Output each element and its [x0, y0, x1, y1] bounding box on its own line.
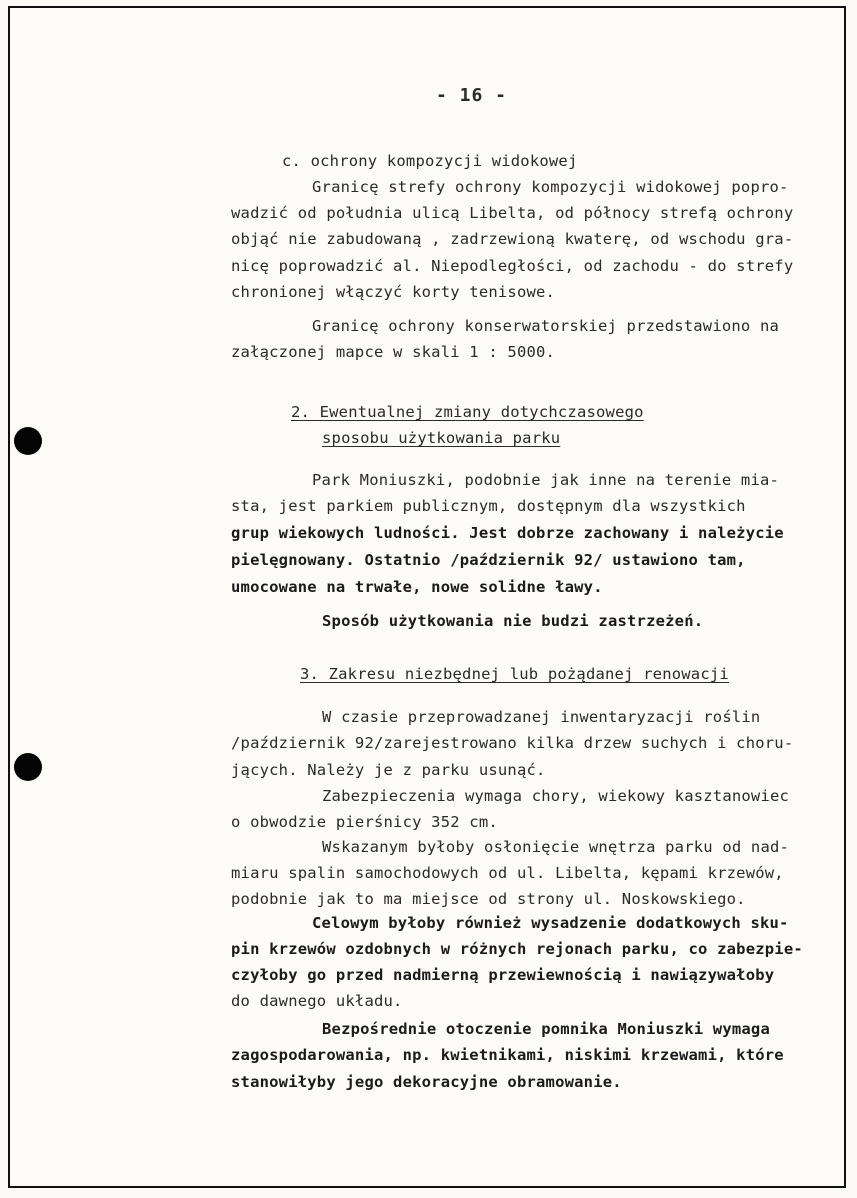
section-3-line: Celowym byłoby również wysadzenie dodatkowych sku- — [312, 914, 789, 932]
section-3-line: stanowiłyby jego dekoracyjne obramowanie. — [231, 1073, 622, 1091]
section-3-line: Bezpośrednie otoczenie pomnika Moniuszki wymaga — [322, 1020, 770, 1038]
section-3-line: W czasie przeprowadzanej inwentaryzacji roślin — [322, 708, 761, 726]
section-2-conclusion: Sposób użytkowania nie budzi zastrzeżeń. — [322, 612, 704, 630]
section-3-line: czyłoby go przed nadmierną przewiewnością i nawiązywałoby — [231, 966, 775, 984]
page-number: - 16 - — [436, 85, 508, 106]
section-2-line: pielęgnowany. Ostatnio /październik 92/ ustawiono tam, — [231, 551, 746, 569]
punch-hole-bottom — [14, 753, 42, 781]
section-2-line: Park Moniuszki, podobnie jak inne na terenie mia- — [312, 471, 780, 489]
map-note-line: Granicę ochrony konserwatorskiej przedstawiono na — [312, 317, 780, 335]
section-c-line: wadzić od południa ulicą Libelta, od północy strefą ochrony — [231, 204, 794, 222]
section-2-line: grup wiekowych ludności. Jest dobrze zachowany i należycie — [231, 524, 784, 542]
section-3-line: jących. Należy je z parku usunąć. — [231, 761, 546, 779]
section-3-line: miaru spalin samochodowych od ul. Libelta, kępami krzewów, — [231, 864, 784, 882]
section-c-line: nicę poprowadzić al. Niepodległości, od zachodu - do strefy — [231, 257, 794, 275]
section-3-line: /październik 92/zarejestrowano kilka drzew suchych i choru- — [231, 734, 794, 752]
section-c-line: objąć nie zabudowaną , zadrzewioną kwaterę, od wschodu gra- — [231, 230, 794, 248]
map-note-line: załączonej mapce w skali 1 : 5000. — [231, 343, 556, 361]
section-3-line: Wskazanym byłoby osłonięcie wnętrza parku od nad- — [322, 838, 790, 856]
section-3-line: zagospodarowania, np. kwietnikami, niskimi krzewami, które — [231, 1046, 784, 1064]
section-3-line: podobnie jak to ma miejsce od strony ul. Noskowskiego. — [231, 890, 746, 908]
section-2-heading: 2. Ewentualnej zmiany dotychczasowego — [291, 403, 644, 421]
section-c-line: Granicę strefy ochrony kompozycji widokowej popro- — [312, 178, 789, 196]
section-3-line: o obwodzie pierśnicy 352 cm. — [231, 813, 498, 831]
section-3-heading: 3. Zakresu niezbędnej lub pożądanej renowacji — [300, 665, 729, 683]
section-2-line: umocowane na trwałe, nowe solidne ławy. — [231, 578, 603, 596]
section-2-line: sta, jest parkiem publicznym, dostępnym dla wszystkich — [231, 497, 746, 515]
section-3-line: do dawnego układu. — [231, 992, 403, 1010]
punch-hole-top — [14, 427, 42, 455]
section-3-line: pin krzewów ozdobnych w różnych rejonach parku, co zabezpie- — [231, 940, 803, 958]
section-c-heading: c. ochrony kompozycji widokowej — [282, 152, 578, 170]
section-c-line: chronionej włączyć korty tenisowe. — [231, 283, 556, 301]
section-2-heading-cont: sposobu użytkowania parku — [322, 429, 561, 447]
section-3-line: Zabezpieczenia wymaga chory, wiekowy kasztanowiec — [322, 787, 790, 805]
